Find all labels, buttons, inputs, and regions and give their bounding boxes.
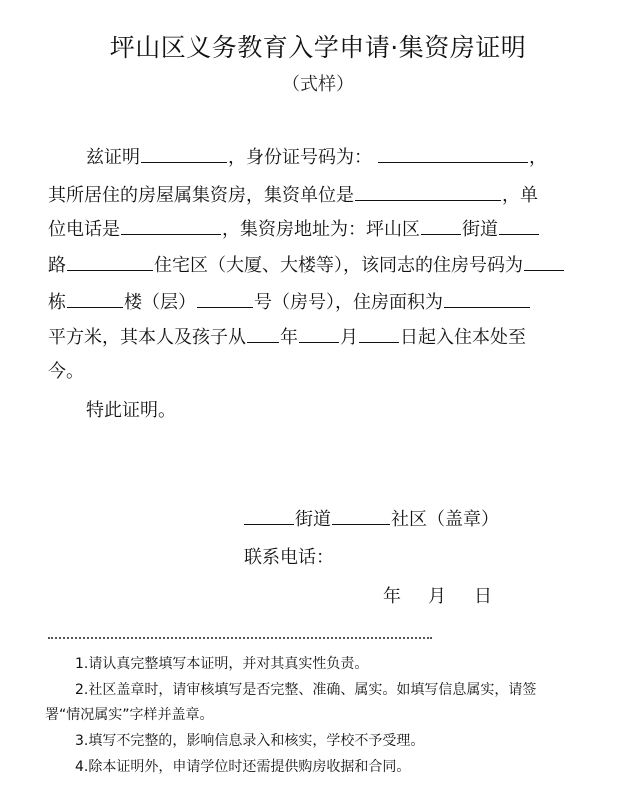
- unit-phone-blank[interactable]: [121, 214, 221, 235]
- residential-area-blank[interactable]: [67, 250, 153, 271]
- text: 楼（层）: [124, 292, 196, 313]
- body-line-6: [48, 322, 526, 350]
- note-1: 1.请认真完整填写本证明，并对其真实性负责。: [75, 656, 369, 672]
- text: 平方米，其本人及孩子从: [48, 327, 246, 348]
- text: 街道: [462, 219, 498, 240]
- dotted-divider: [48, 637, 432, 639]
- body-line-1: [86, 142, 547, 170]
- date-year: 年: [383, 586, 401, 607]
- building-number-blank[interactable]: [524, 250, 564, 271]
- month-blank[interactable]: [299, 322, 339, 343]
- note-2-continued: 署“情况属实”字样并盖章。: [45, 707, 214, 723]
- text: 社区（盖章）: [391, 509, 499, 530]
- text: ，身份证号码为：: [228, 147, 372, 168]
- seal-community-blank[interactable]: [332, 504, 390, 525]
- text: 其所居住的房屋属集资房，集资单位是: [48, 185, 354, 206]
- seal-street-blank[interactable]: [244, 504, 294, 525]
- id-number-blank[interactable]: [378, 142, 528, 163]
- seal-line: [243, 504, 499, 532]
- street-blank[interactable]: [421, 214, 461, 235]
- body-line-3: [48, 214, 540, 242]
- contact-phone-label: 联系电话：: [244, 547, 334, 568]
- closing-text: 特此证明。: [86, 400, 176, 421]
- document-subtitle: （式样）: [282, 74, 354, 95]
- text: 路: [48, 255, 66, 276]
- body-line-4: [48, 250, 565, 278]
- unit-blank[interactable]: [355, 180, 501, 201]
- area-blank[interactable]: [444, 287, 530, 308]
- day-blank[interactable]: [359, 322, 399, 343]
- text: 号（房号），住房面积为: [254, 292, 443, 313]
- body-line-2: [48, 180, 538, 208]
- text: 年: [280, 327, 298, 348]
- text: 栋: [48, 292, 66, 313]
- note-2: 2.社区盖章时，请审核填写是否完整、准确、属实。如填写信息属实，请签: [75, 682, 537, 698]
- building-blank[interactable]: [67, 287, 123, 308]
- text: 月: [340, 327, 358, 348]
- text: 今。: [48, 361, 84, 382]
- text: 兹证明: [86, 147, 140, 168]
- text: 日起入住本处至: [400, 327, 526, 348]
- road-blank[interactable]: [499, 214, 539, 235]
- date-day: 日: [474, 586, 492, 607]
- year-blank[interactable]: [247, 322, 279, 343]
- text: 住宅区（大厦、大楼等），该同志的住房号码为: [154, 255, 523, 276]
- note-3: 3.填写不完整的，影响信息录入和核实，学校不予受理。: [75, 733, 425, 749]
- note-4: 4.除本证明外，申请学位时还需提供购房收据和合同。: [75, 759, 411, 775]
- text: ，: [529, 147, 547, 168]
- date-month: 月: [428, 586, 446, 607]
- body-line-5: [48, 287, 531, 315]
- text: ，单: [502, 185, 538, 206]
- name-blank[interactable]: [141, 142, 227, 163]
- body-line-7: [48, 358, 84, 386]
- text: 位电话是: [48, 219, 120, 240]
- floor-blank[interactable]: [197, 287, 253, 308]
- text: ，集资房地址为：坪山区: [222, 219, 420, 240]
- text: 街道: [295, 509, 331, 530]
- document-title: 坪山区义务教育入学申请·集资房证明: [109, 33, 527, 62]
